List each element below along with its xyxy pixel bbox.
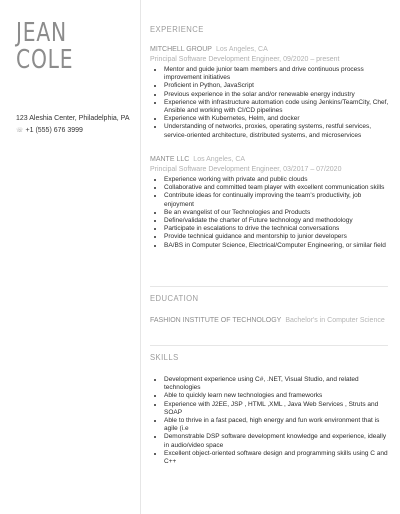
section-divider xyxy=(150,286,388,287)
list-item: • Demonstrable DSP software development knowledge and experience, ideally in audio/video space xyxy=(164,433,390,449)
job-header xyxy=(150,156,245,163)
list-item: • Experience with infrastructure automation code using Jenkins/TeamCity, Chef, Ansible and working with CI/CD pipelines xyxy=(164,99,390,115)
address: 123 Aleshia Center, Philadelphia, PA xyxy=(16,115,130,122)
job-location: Los Angeles, CA xyxy=(215,46,268,53)
company-name: MITCHELL GROUP xyxy=(150,46,212,53)
education-heading: EDUCATION xyxy=(150,293,199,303)
last-name: COLE xyxy=(16,45,74,75)
school-name: FASHION INSTITUTE OF TECHNOLOGY xyxy=(150,317,282,324)
list-item: • Proficient in Python, JavaScript xyxy=(164,82,390,90)
column-divider xyxy=(140,0,141,514)
skills-list xyxy=(150,376,390,466)
list-item: • Be an evangelist of our Technologies and Products xyxy=(164,209,390,217)
list-item: • Mentor and guide junior team members and drive continuous process improvement initiatives xyxy=(164,66,390,82)
job-location: Los Angeles, CA xyxy=(193,156,246,163)
list-item: • Define/validate the charter of Future technology and methodology xyxy=(164,217,390,225)
phone-number: +1 (555) 676 3999 xyxy=(25,127,83,134)
job-bullets xyxy=(150,66,390,140)
section-divider xyxy=(150,345,388,346)
job-title-dates: Principal Software Development Engineer, 09/2020 – present xyxy=(150,56,340,63)
list-item: • Excellent object-oriented software design and programming skills using C and C++ xyxy=(164,450,390,466)
list-item: • Experience with J2EE, JSP , HTML ,XML , Java Web Services , Struts and SOAP xyxy=(164,401,390,417)
list-item: • Participate in escalations to drive the technical conversations xyxy=(164,225,390,233)
list-item: • Previous experience in the solar and/or renewable energy industry xyxy=(164,91,390,99)
job-header xyxy=(150,46,268,53)
job-bullets xyxy=(150,176,390,250)
phone-icon: ☏ xyxy=(16,128,24,134)
job-title-dates: Principal Software Development Engineer, 03/2017 – 07/2020 xyxy=(150,166,342,173)
list-item: • BA/BS in Computer Science, Electrical/Computer Engineering, or similar field xyxy=(164,242,390,250)
list-item: • Able to thrive in a fast paced, high energy and fun work environment that is agile (i.e xyxy=(164,417,390,433)
list-item: • Collaborative and committed team player with excellent communication skills xyxy=(164,184,390,192)
candidate-name xyxy=(16,20,73,74)
first-name: JEAN xyxy=(16,18,67,48)
list-item: • Contribute ideas for continually improving the team's productivity, job enjoyment xyxy=(164,192,390,208)
degree: Bachelor's in Computer Science xyxy=(285,317,385,324)
sidebar xyxy=(0,0,140,514)
education-entry xyxy=(150,316,388,325)
experience-heading: EXPERIENCE xyxy=(150,24,204,34)
list-item: • Provide technical guidance and mentorship to junior developers xyxy=(164,233,390,241)
phone-row xyxy=(16,127,83,134)
skills-heading: SKILLS xyxy=(150,352,179,362)
list-item: • Able to quickly learn new technologies and frameworks xyxy=(164,392,390,400)
list-item: • Experience working with private and public clouds xyxy=(164,176,390,184)
company-name: MANTE LLC xyxy=(150,156,190,163)
list-item: • Development experience using C#, .NET, Visual Studio, and related technologies xyxy=(164,376,390,392)
list-item: • Understanding of networks, proxies, operating systems, restful services, service-oriented architecture, distributed systems, and microservices xyxy=(164,123,390,139)
list-item: • Experience with Kubernetes, Helm, and docker xyxy=(164,115,390,123)
